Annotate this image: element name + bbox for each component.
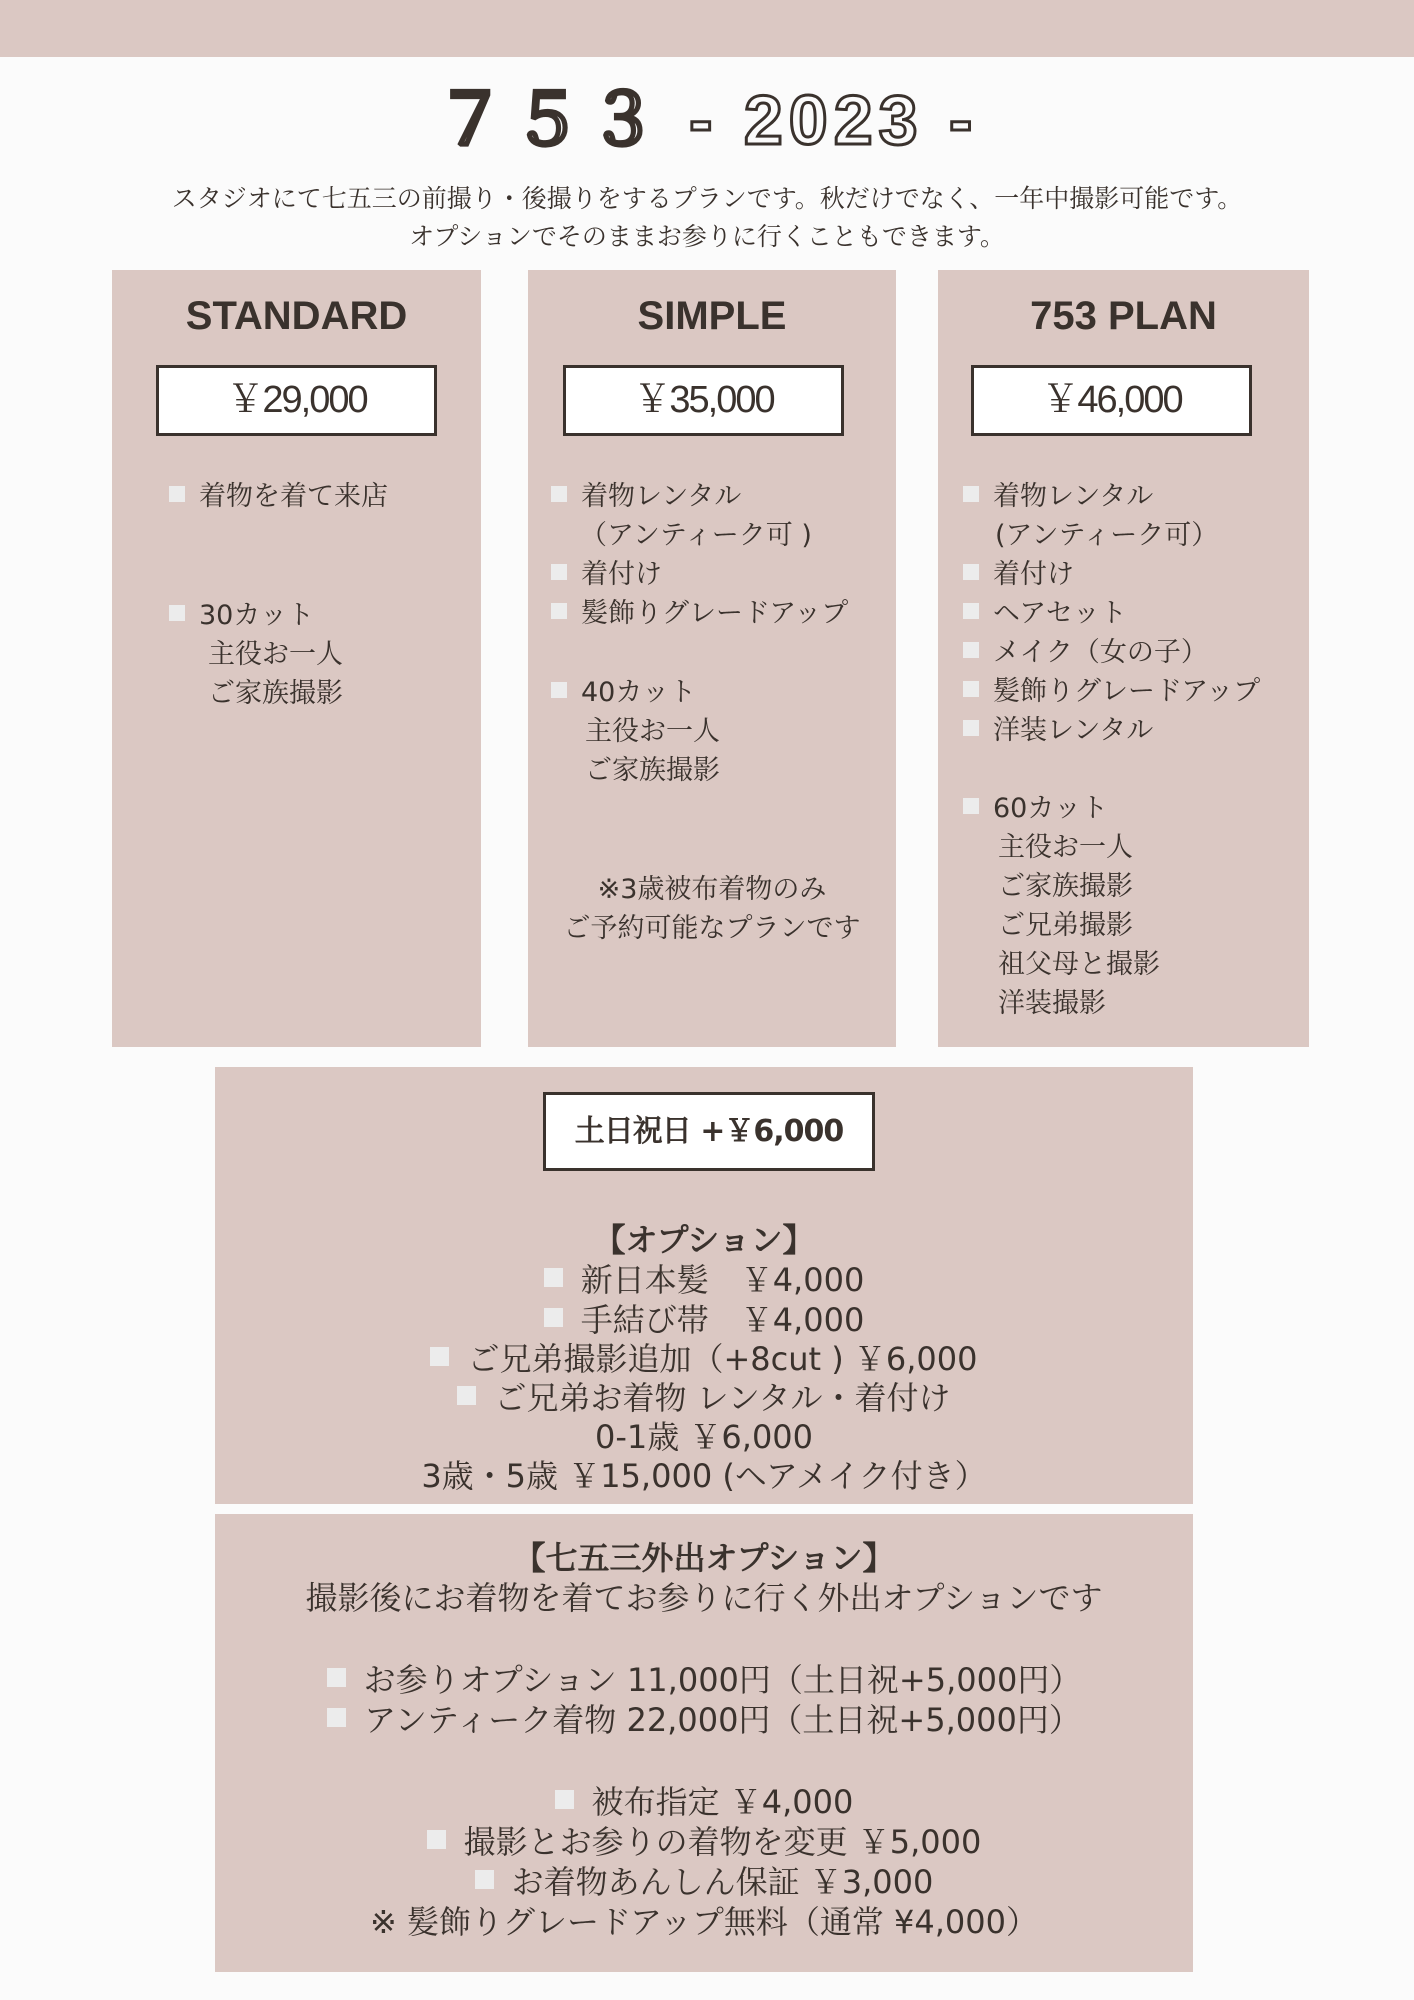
plan-price: ￥46,000	[971, 365, 1252, 436]
plan-sub-item: 洋装撮影	[998, 988, 1106, 1019]
plan-note: ご予約可能なプランです	[563, 913, 861, 944]
outing-item: 撮影とお参りの着物を変更 ￥5,000	[215, 1822, 1193, 1862]
options-panel	[215, 1067, 1193, 1504]
plan-item: 40カット	[551, 673, 696, 712]
outing-item: アンティーク着物 22,000円（土日祝+5,000円）	[215, 1700, 1193, 1740]
bullet-square-icon	[327, 1708, 346, 1727]
bullet-square-icon	[551, 603, 567, 619]
bullet-square-icon	[555, 1790, 574, 1809]
plan-item: 着物レンタル	[551, 477, 741, 516]
bullet-square-icon	[963, 720, 979, 736]
plan-sub-item: 主役お一人	[208, 639, 343, 670]
options-heading: 【オプション】	[593, 1221, 815, 1259]
bullet-square-icon	[551, 486, 567, 502]
plan-sub-item: ご家族撮影	[998, 871, 1133, 902]
plan-sub-item: 主役お一人	[585, 716, 720, 747]
bullet-square-icon	[551, 682, 567, 698]
bullet-square-icon	[963, 603, 979, 619]
bullet-square-icon	[963, 681, 979, 697]
bullet-square-icon	[457, 1386, 476, 1405]
plan-sub-item: ご家族撮影	[585, 755, 720, 786]
option-line: 0-1歳 ￥6,000	[594, 1418, 814, 1456]
outing-description: 撮影後にお着物を着てお参りに行く外出オプションです	[305, 1579, 1103, 1617]
plan-sub-item: 祖父母と撮影	[998, 949, 1160, 980]
intro-text	[0, 180, 1414, 256]
plan-name: STANDARD	[185, 294, 408, 338]
option-item: 手結び帯 ￥4,000	[215, 1300, 1193, 1340]
outing-item: 被布指定 ￥4,000	[215, 1782, 1193, 1822]
bullet-square-icon	[430, 1347, 449, 1366]
bullet-square-icon	[169, 605, 185, 621]
bullet-square-icon	[963, 564, 979, 580]
option-item: 新日本髪 ￥4,000	[215, 1260, 1193, 1300]
plan-price: ￥29,000	[156, 365, 437, 436]
plan-price: ￥35,000	[563, 365, 844, 436]
plan-sub-item: (アンティーク可）	[995, 520, 1219, 551]
plan-item: 髪飾りグレードアップ	[963, 672, 1260, 711]
intro-line: スタジオにて七五三の前撮り・後撮りをするプランです。秋だけでなく、一年中撮影可能です。	[171, 184, 1243, 213]
plan-item: 髪飾りグレードアップ	[551, 594, 848, 633]
plan-card-753	[938, 270, 1309, 1047]
outing-note: ※ 髪飾りグレードアップ無料（通常 ¥4,000）	[370, 1903, 1038, 1941]
plan-item: 30カット	[169, 596, 314, 635]
option-item: ご兄弟お着物 レンタル・着付け	[215, 1378, 1193, 1418]
plan-item: 洋装レンタル	[963, 711, 1153, 750]
plan-item: ヘアセット	[963, 594, 1127, 633]
weekend-surcharge: 土日祝日 +￥6,000	[543, 1092, 875, 1171]
plan-name: SIMPLE	[637, 294, 787, 338]
plan-card-standard	[112, 270, 481, 1047]
plan-item: メイク（女の子）	[963, 633, 1208, 672]
option-item: ご兄弟撮影追加（+8cut ) ￥6,000	[215, 1339, 1193, 1379]
plan-sub-item: 主役お一人	[998, 832, 1133, 863]
bullet-square-icon	[551, 564, 567, 580]
plan-note: ※3歳被布着物のみ	[597, 874, 827, 905]
plan-name: 753 PLAN	[1030, 294, 1217, 338]
plan-sub-item: ご兄弟撮影	[998, 910, 1133, 941]
bullet-square-icon	[544, 1268, 563, 1287]
plan-item: 60カット	[963, 789, 1108, 828]
page-title: ７５３ - 2023 -	[435, 81, 979, 159]
plan-item: 着付け	[551, 555, 662, 594]
plan-item: 着付け	[963, 555, 1074, 594]
intro-line: オプションでそのままお参りに行くこともできます。	[409, 222, 1005, 251]
bullet-square-icon	[963, 486, 979, 502]
bullet-square-icon	[327, 1668, 346, 1687]
bullet-square-icon	[544, 1308, 563, 1327]
outing-item: お参りオプション 11,000円（土日祝+5,000円）	[215, 1660, 1193, 1700]
option-line: 3歳・5歳 ￥15,000 (ヘアメイク付き）	[421, 1457, 987, 1495]
top-banner-bar	[0, 0, 1414, 57]
outing-heading: 【七五三外出オプション】	[513, 1539, 895, 1577]
outing-item: お着物あんしん保証 ￥3,000	[215, 1862, 1193, 1902]
bullet-square-icon	[475, 1870, 494, 1889]
bullet-square-icon	[169, 486, 185, 502]
bullet-square-icon	[963, 642, 979, 658]
bullet-square-icon	[427, 1830, 446, 1849]
outing-options-panel	[215, 1514, 1193, 1972]
bullet-square-icon	[963, 798, 979, 814]
plan-sub-item: （アンティーク可 )	[580, 520, 812, 551]
plan-item: 着物レンタル	[963, 477, 1153, 516]
plan-sub-item: ご家族撮影	[208, 678, 343, 709]
plan-item: 着物を着て来店	[169, 477, 388, 516]
plan-card-simple	[528, 270, 896, 1047]
